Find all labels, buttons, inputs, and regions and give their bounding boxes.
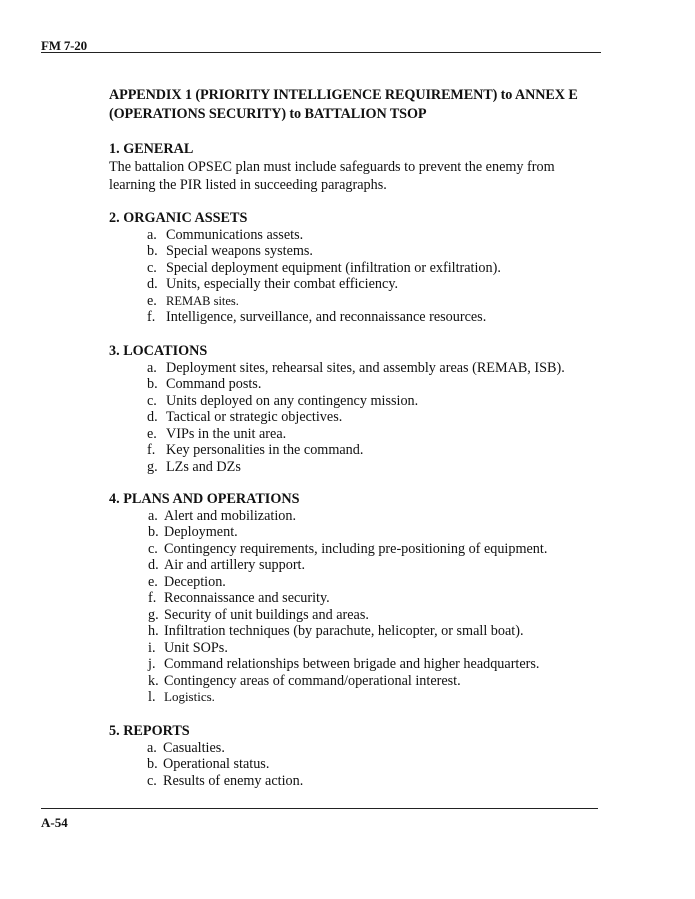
- list-text: Infiltration techniques (by parachute, helicopter, or small boat).: [164, 623, 524, 639]
- footer-rule: [41, 808, 598, 809]
- list-text: Results of enemy action.: [163, 772, 304, 789]
- list-text: Alert and mobilization.: [164, 507, 296, 524]
- list-item: [148, 557, 604, 574]
- section-body: The battalion OPSEC plan must include safeguards to prevent the enemy from learning the PIR listed in succeeding paragraphs.: [109, 158, 555, 193]
- list-item: [148, 508, 604, 525]
- list-item: [147, 260, 604, 277]
- list-item: [147, 309, 604, 326]
- reports-list: [109, 740, 604, 790]
- list-marker: e.: [147, 292, 157, 309]
- list-marker: i.: [148, 639, 156, 656]
- list-text: Reconnaissance and security.: [164, 590, 330, 606]
- list-item: [147, 773, 604, 790]
- list-marker: h.: [148, 623, 159, 639]
- list-marker: a.: [148, 507, 158, 524]
- list-item: [147, 393, 604, 410]
- list-marker: d.: [147, 276, 158, 292]
- locations-list: [109, 360, 604, 476]
- list-item: [147, 740, 604, 757]
- section-heading: 5. REPORTS: [109, 723, 190, 739]
- header-rule: [41, 52, 601, 53]
- list-item: [147, 376, 604, 393]
- list-text: Intelligence, surveillance, and reconnaissance resources.: [166, 309, 487, 325]
- list-item: [148, 689, 604, 706]
- list-text: Key personalities in the command.: [166, 442, 364, 458]
- list-item: [147, 276, 604, 293]
- list-item: [148, 623, 604, 640]
- page-number: A-54: [41, 815, 68, 830]
- list-item: [147, 360, 604, 377]
- list-text: Units deployed on any contingency mission.: [166, 392, 419, 409]
- list-text: Contingency areas of command/operational interest.: [164, 672, 461, 689]
- list-text: Security of unit buildings and areas.: [164, 606, 369, 623]
- list-item: [148, 574, 604, 591]
- list-marker: a.: [147, 739, 157, 756]
- list-marker: c.: [147, 259, 157, 276]
- list-marker: j.: [148, 656, 156, 672]
- list-item: [148, 673, 604, 690]
- list-text: Units, especially their combat efficiency.: [166, 276, 399, 292]
- list-item: [147, 293, 604, 310]
- list-item: [147, 442, 604, 459]
- section-plans-operations: [109, 491, 604, 706]
- list-marker: c.: [147, 392, 157, 409]
- page-title: APPENDIX 1 (PRIORITY INTELLIGENCE REQUIREMENT) to ANNEX E (OPERATIONS SECURITY) to BATTALION TSOP: [109, 87, 578, 122]
- list-item: [147, 756, 604, 773]
- list-text: Unit SOPs.: [164, 639, 228, 656]
- list-text: Casualties.: [163, 739, 225, 756]
- list-marker: b.: [147, 376, 158, 392]
- list-item: [147, 227, 604, 244]
- list-marker: c.: [148, 540, 158, 557]
- list-text: Operational status.: [163, 756, 270, 772]
- section-heading: 3. LOCATIONS: [109, 343, 208, 359]
- list-marker: b.: [147, 756, 158, 772]
- list-marker: l.: [148, 689, 156, 705]
- list-item: [148, 590, 604, 607]
- list-marker: f.: [148, 590, 157, 606]
- list-text: Command posts.: [166, 376, 262, 392]
- list-text: Communications assets.: [166, 226, 304, 243]
- assets-list: [109, 227, 604, 326]
- list-item: [148, 541, 604, 558]
- list-item: [147, 243, 604, 260]
- list-item: [147, 426, 604, 443]
- list-marker: b.: [148, 524, 159, 540]
- list-text: Deployment sites, rehearsal sites, and assembly areas (REMAB, ISB).: [166, 359, 565, 376]
- list-text: Command relationships between brigade and higher headquarters.: [164, 656, 540, 672]
- list-marker: a.: [147, 359, 157, 376]
- document-id: FM 7-20: [41, 38, 87, 53]
- list-marker: a.: [147, 226, 157, 243]
- list-text: Contingency requirements, including pre-positioning of equipment.: [164, 540, 548, 557]
- list-text: Special weapons systems.: [166, 243, 313, 259]
- list-marker: d.: [148, 557, 159, 573]
- list-text: Tactical or strategic objectives.: [166, 409, 343, 425]
- list-marker: f.: [147, 442, 156, 458]
- list-text: REMAB sites.: [166, 293, 239, 308]
- section-heading: 2. ORGANIC ASSETS: [109, 210, 248, 226]
- list-text: Deployment.: [164, 524, 238, 540]
- list-text: LZs and DZs: [166, 458, 241, 475]
- list-marker: c.: [147, 772, 157, 789]
- list-item: [148, 640, 604, 657]
- list-marker: g.: [148, 606, 159, 623]
- list-item: [148, 656, 604, 673]
- section-organic-assets: [109, 210, 604, 326]
- section-heading: 1. GENERAL: [109, 141, 194, 157]
- section-reports: [109, 723, 604, 789]
- plans-list: [109, 508, 604, 706]
- list-marker: d.: [147, 409, 158, 425]
- section-general: [109, 141, 604, 194]
- section-locations: [109, 343, 604, 475]
- list-item: [147, 409, 604, 426]
- list-text: VIPs in the unit area.: [166, 425, 287, 442]
- list-marker: k.: [148, 672, 159, 689]
- list-marker: e.: [148, 573, 158, 590]
- list-text: Deception.: [164, 573, 226, 590]
- list-marker: b.: [147, 243, 158, 259]
- list-item: [148, 524, 604, 541]
- list-marker: f.: [147, 309, 156, 325]
- list-text: Special deployment equipment (infiltration or exfiltration).: [166, 259, 501, 276]
- list-marker: e.: [147, 425, 157, 442]
- list-text: Logistics.: [164, 689, 215, 704]
- list-item: [147, 459, 604, 476]
- section-heading: 4. PLANS AND OPERATIONS: [109, 491, 300, 507]
- list-text: Air and artillery support.: [164, 557, 306, 573]
- list-marker: g.: [147, 458, 158, 475]
- list-item: [148, 607, 604, 624]
